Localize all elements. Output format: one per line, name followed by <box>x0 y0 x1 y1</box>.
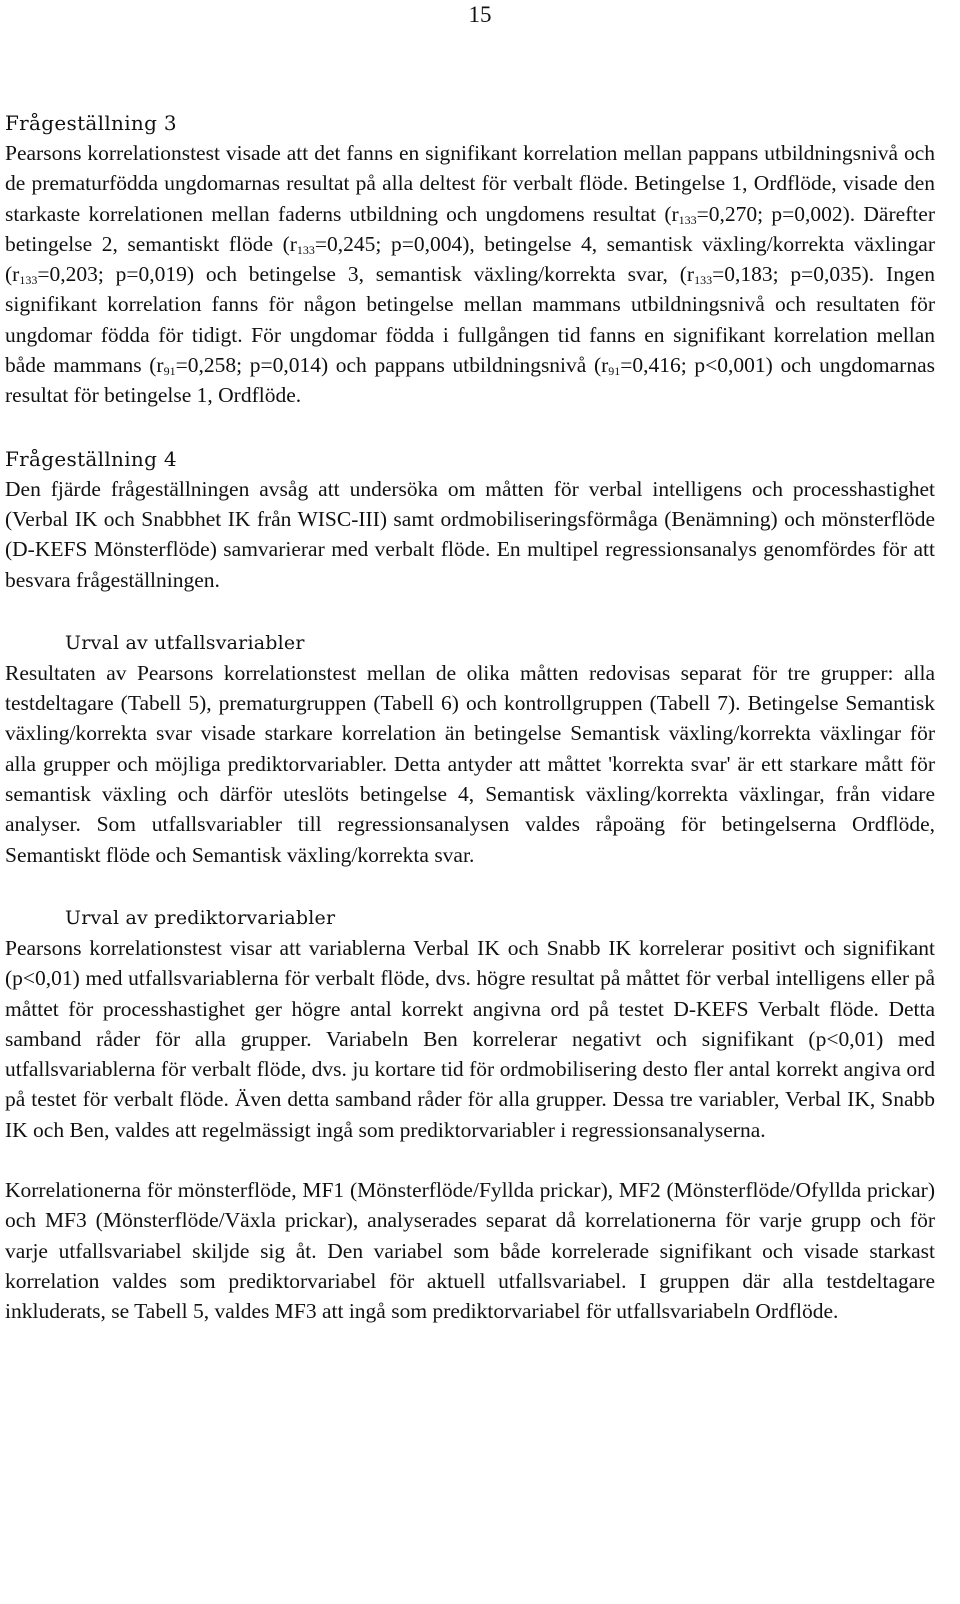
section-heading-3: Frågeställning 3 <box>5 111 177 135</box>
section-heading-4: Frågeställning 4 <box>5 446 177 471</box>
predictor-paragraph: Pearsons korrelationstest visar att variablerna Verbal IK och Snabb IK korrelerar positivt och signifikant (p<0,01) med utfallsvariablerna för verbalt flöde, dvs. högre resultat på måttet för verbal intelligens eller på måttet för processhastighet ger högre antal korrekt angivna ord på testet D-KEFS Verbalt flöde. Detta samband råder för alla grupper. Variabeln Ben korrelerar negativt och signifikant (p<0,01) med utfallsvariablerna för verbalt flöde, dvs. ju kortare tid för ordmobilisering desto fler antal korrekt angiva ord på testet för verbalt flöde. Även detta samband råder för alla grupper. Dessa tre variabler, Verbal IK, Snabb IK och Ben, valdes att regelmässigt ingå som prediktorvariabler i regressionsanalyserna. <box>5 935 935 1142</box>
outcome-paragraph: Resultaten av Pearsons korrelationstest mellan de olika måtten redovisas separat för tre grupper: alla testdeltagare (Tabell 5), prematurgruppen (Tabell 6) och kontrollgruppen (Tabell 7). Betingelse Semantisk växling/korrekta svar visade starkare korrelation än betingelse Semantisk växling/korrekta växlingar för alla grupper och möjliga prediktorvariabler. Detta antyder att måttet 'korrekta svar' är ett starkare mått för semantisk växling och därför uteslöts betingelse 4, Semantisk växling/korrekta växlingar, från vidare analyser. Som utfallsvariabler till regressionsanalysen valdes råpoäng för betingelserna Ordflöde, Semantiskt flöde och Semantisk växling/korrekta svar. <box>5 660 935 867</box>
page-body <box>5 108 935 1327</box>
section-4-paragraph: Den fjärde frågeställningen avsåg att undersöka om måtten för verbal intelligens och processhastighet (Verbal IK och Snabbhet IK från WISC-III) samt ordmobiliseringsförmåga (Benämning) och mönsterflöde (D-KEFS Mönsterflöde) samvarierar med verbalt flöde. En multipel regressionsanalys genomfördes för att besvara frågeställningen. <box>5 476 935 592</box>
page-number: 15 <box>468 2 492 27</box>
subheading-predictor-variables: Urval av prediktorvariabler <box>65 906 336 929</box>
section-3-paragraph: Pearsons korrelationstest visade att det fanns en signifikant korrelation mellan pappans utbildningsnivå och de prematurfödda ungdomarnas resultat på alla deltest för verbalt flöde. Betingelse 1, Ordflöde, visade den starkaste korrelationen mellan faderns utbildning och ungdomens resultat ($r_{133}=0,270$; p=0,002). Därefter betingelse 2, semantiskt flöde ($r_{133}=0,245$; p=0,004), betingelse 4, semantisk växling/korrekta växlingar ($r_{133}=0,203$; p=0,019) och betingelse 3, semantisk växling/korrekta svar, ($r_{133}=0,183$; p=0,035). Ingen signifikant korrelation fanns för någon betingelse mellan mammans utbildningsnivå och resultaten för ungdomar födda för tidigt. För ungdomar födda i fullgången tid fanns en signifikant korrelation mellan både mammans ($r_{91}=0,258$; p=0,014) och pappans utbildningsnivå ($r_{91}=0,416$; p<0,001) och ungdomarnas resultat för betingelse 1, Ordflöde. <box>5 141 935 408</box>
pattern-fluency-paragraph: Korrelationerna för mönsterflöde, MF1 (Mönsterflöde/Fyllda prickar), MF2 (Mönsterflöde/Ofyllda prickar) och MF3 (Mönsterflöde/Växla prickar), analyserades separat då korrelationerna för varje grupp och för varje utfallsvariabel skiljde sig åt. Den variabel som både korrelerade signifikant och visade starkast korrelation valdes som prediktorvariabel för aktuell utfallsvariabel. I gruppen där alla testdeltagare inkluderats, se Tabell 5, valdes MF3 att ingå som prediktorvariabel för utfallsvariabeln Ordflöde. <box>5 1178 935 1324</box>
subheading-outcome-variables: Urval av utfallsvariabler <box>65 631 305 654</box>
